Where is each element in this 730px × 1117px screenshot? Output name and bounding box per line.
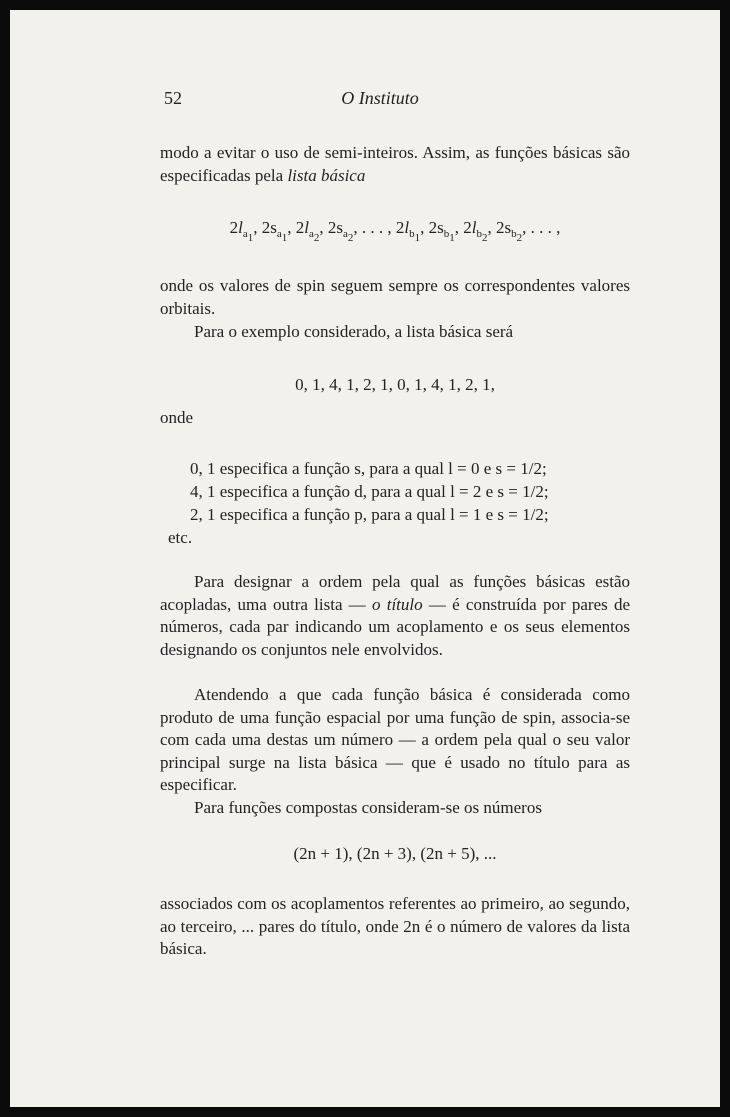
paragraph-4: Para designar a ordem pela qual as funções básicas estão acopladas, uma outra lista — o título — é construída por pares de números, cada par indicando um acoplamento e os seus elementos designando os conjuntos nele envolvidos.: [160, 572, 631, 659]
paragraph-3: Para o exemplo considerado, a lista básica será: [194, 322, 514, 341]
paragraph-2: onde os valores de spin seguem sempre os correspondentes valores orbitais.: [160, 276, 630, 318]
italic-term-o-titulo: o título: [372, 594, 423, 614]
spec-line: 4, 1 especifica a função d, para a qual l = 2 e s = 1/2;: [190, 482, 549, 501]
word-onde: onde: [160, 408, 194, 427]
paragraph-7: associados com os acoplamentos referentes ao primeiro, ao segundo, ao terceiro, ... pares do título, onde 2n é o número de valores da lista básica.: [160, 894, 630, 958]
page: [10, 10, 720, 1107]
spec-list: [168, 457, 636, 549]
spec-line: 2, 1 especifica a função p, para a qual l = 1 e s = 1/2;: [190, 505, 549, 524]
running-title: O Instituto: [341, 88, 419, 108]
paragraph-1: modo a evitar o uso de semi-inteiros. Assim, as funções básicas são especificadas pela lista básica: [160, 143, 630, 185]
odd-numbers-formula: (2n + 1), (2n + 3), (2n + 5), ...: [293, 844, 497, 863]
page-number: 52: [164, 88, 182, 108]
running-header: [160, 88, 638, 114]
italic-term-lista-basica: lista básica: [287, 165, 366, 185]
paragraph-5: Atendendo a que cada função básica é considerada como produto de uma função espacial por uma função de spin, associa-se com cada uma destas um número — a ordem pela qual o seu valor principal surge na lista básica — que é usado no título para as especificar.: [160, 685, 630, 794]
basic-list-formula: $2l_{a_1}$, $2s_{a_1}$, $2l_{a_2}$, $2s_{a_2}$, . . . , $2l_{b_1}$, $2s_{b_1}$, $2l_{b_2}$, $2s_{b_2}$, . . . ,: [229, 218, 561, 244]
spec-line: etc.: [168, 528, 193, 547]
paragraph-6: Para funções compostas consideram-se os números: [194, 798, 542, 817]
spec-line: 0, 1 especifica a função s, para a qual l = 0 e s = 1/2;: [190, 459, 547, 478]
basic-list-example: 0, 1, 4, 1, 2, 1, 0, 1, 4, 1, 2, 1,: [295, 375, 495, 394]
